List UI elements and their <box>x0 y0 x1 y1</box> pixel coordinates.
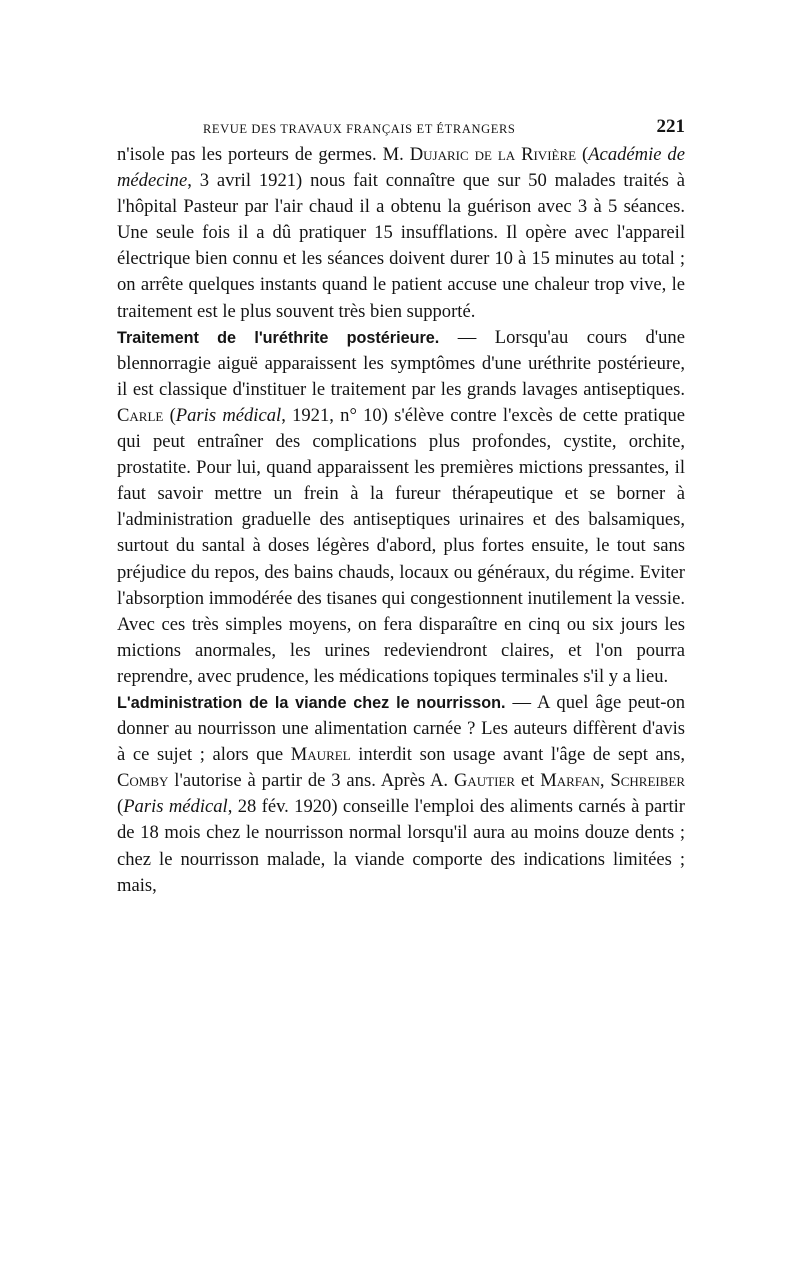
author-name: Gautier <box>453 770 516 792</box>
author-name: Marfan <box>540 770 600 792</box>
body-text <box>117 142 685 899</box>
journal-citation: Paris médical <box>123 796 228 818</box>
text-run: ( <box>117 796 124 818</box>
section-heading: Traitement de l'uréthrite postérieure. <box>117 328 440 347</box>
text-run: et <box>515 770 541 792</box>
section-heading: L'administration de la viande chez le nourrisson. <box>117 693 506 712</box>
text-run: , 28 fév. 1920) conseille l'emploi des aliments carnés à partir de 18 mois chez le nourrisson normal lorsqu'il aura au moins douze dents ; chez le nourrisson malade, la viande comporte des indications limitées ; mais, <box>117 796 685 896</box>
journal-citation: Académie de médecine <box>117 144 685 192</box>
running-head <box>117 112 685 142</box>
author-name: Carle <box>117 404 164 426</box>
text-run: , <box>599 770 611 792</box>
journal-citation: Paris médical <box>175 404 282 426</box>
text-run: l'autorise à partir de 3 ans. Après A. <box>168 770 454 792</box>
text-run: — A quel âge peut-on donner au nourrisson une alimentation carnée ? Les auteurs diffèrent d'avis à ce sujet ; alors que <box>117 691 685 766</box>
paragraph-viande-nourrisson <box>117 690 685 899</box>
running-title: REVUE DES TRAVAUX FRANÇAIS ET ÉTRANGERS <box>203 122 516 136</box>
author-name: Comby <box>117 770 169 792</box>
paragraph-air-chaud <box>117 142 685 325</box>
text-run: — Lorsqu'au cours d'une blennorragie aiguë apparaissent les symptômes d'une uréthrite postérieure, il est classique d'instituer le traitement par les grands lavages antiseptiques. <box>117 326 685 400</box>
text-run: , 3 avril 1921) nous fait connaître que sur 50 malades traités à l'hôpital Pasteur par l'air chaud il a obtenu la guérison avec 3 à 5 séances. Une seule fois il a dû pratiquer 15 insufflations. Il opère avec l'appareil électrique bien connu et les séances doivent durer 10 à 15 minutes au total ; on arrête quelques instants quand le patient accuse une chaleur trop vive, le traitement est le plus souvent très bien supporté. <box>117 170 685 322</box>
text-run: ( <box>576 144 589 165</box>
author-name: Schreiber <box>610 770 686 792</box>
text-run: n'isole pas les porteurs de germes. M. <box>117 144 410 165</box>
paragraph-urethrite <box>117 325 685 690</box>
text-run: interdit son usage avant l'âge de sept ans, <box>350 744 685 766</box>
author-name: Maurel <box>290 744 351 766</box>
text-run: , 1921, n° 10) s'élève contre l'excès de cette pratique qui peut entraîner des complications plus profondes, cystite, orchite, prostatite. Pour lui, quand apparaissent les premières mictions pressantes, il faut savoir mettre un frein à la fureur thérapeutique et se borner à l'administration graduelle des antiseptiques urinaires et des balsamiques, surtout du santal à doses légères d'abord, plus fortes ensuite, le tout sans préjudice du repos, des bains chauds, locaux ou généraux, du régime. Eviter l'absorption immodérée des tisanes qui congestionnent inutilement la vessie. Avec ces très simples moyens, on fera disparaître en cinq ou six jours les mictions anormales, les urines redeviendront claires, et l'on pourra reprendre, avec prudence, les médications topiques terminales s'il y a lieu. <box>117 404 685 687</box>
page-number: 221 <box>656 116 685 137</box>
text-run: ( <box>163 404 176 426</box>
author-name: Dujaric de la Rivière <box>409 144 577 165</box>
book-page <box>117 112 685 899</box>
